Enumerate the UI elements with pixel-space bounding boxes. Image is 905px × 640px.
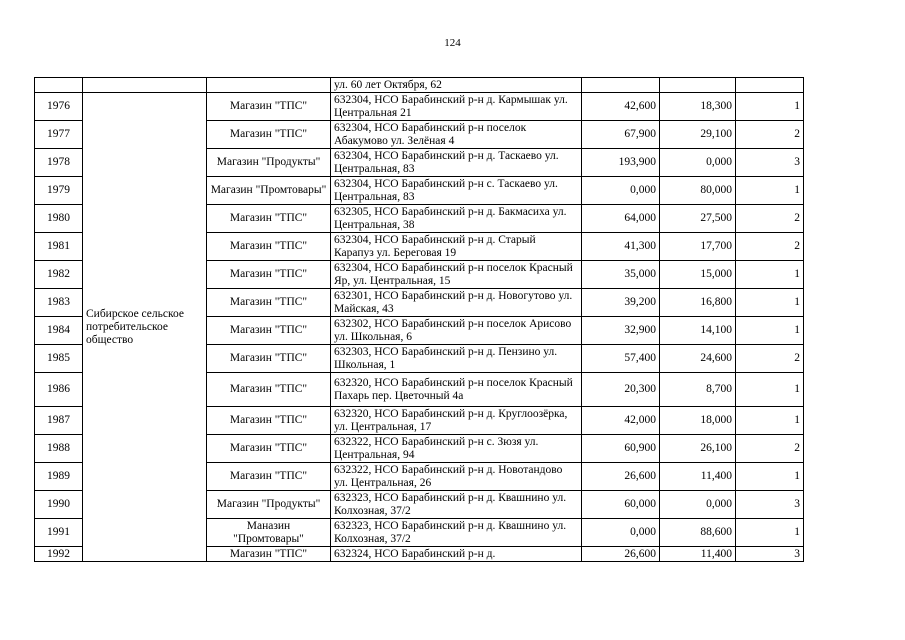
cell-address: 632302, НСО Барабинский р-н поселок Арисово ул. Школьная, 6 xyxy=(331,317,582,345)
cell-address: 632320, НСО Барабинский р-н поселок Красный Пахарь пер. Цветочный 4а xyxy=(331,373,582,407)
cell-value-2: 18,000 xyxy=(660,407,736,435)
cell-value-3: 2 xyxy=(736,121,804,149)
cell-object: Магазин "ТПС" xyxy=(207,261,331,289)
cell-object xyxy=(207,78,331,93)
cell-number: 1984 xyxy=(35,317,83,345)
cell-address: 632322, НСО Барабинский р-н д. Новотандово ул. Центральная, 26 xyxy=(331,463,582,491)
cell-number: 1978 xyxy=(35,149,83,177)
cell-number: 1979 xyxy=(35,177,83,205)
cell-value-1 xyxy=(582,78,660,93)
cell-value-3: 1 xyxy=(736,93,804,121)
cell-number: 1992 xyxy=(35,547,83,562)
cell-value-1: 193,900 xyxy=(582,149,660,177)
page-number: 124 xyxy=(444,37,461,49)
cell-number xyxy=(35,78,83,93)
register-table xyxy=(34,77,804,562)
cell-address: 632304, НСО Барабинский р-н д. Кармышак ул. Центральная 21 xyxy=(331,93,582,121)
cell-object: Магазин "ТПС" xyxy=(207,463,331,491)
cell-object: Магазин "ТПС" xyxy=(207,289,331,317)
cell-value-2 xyxy=(660,78,736,93)
cell-address: 632303, НСО Барабинский р-н д. Пензино ул. Школьная, 1 xyxy=(331,345,582,373)
cell-value-1: 26,600 xyxy=(582,463,660,491)
cell-value-1: 64,000 xyxy=(582,205,660,233)
cell-address: 632304, НСО Барабинский р-н д. Старый Карапуз ул. Береговая 19 xyxy=(331,233,582,261)
cell-value-3: 2 xyxy=(736,205,804,233)
cell-number: 1977 xyxy=(35,121,83,149)
cell-value-3: 1 xyxy=(736,261,804,289)
cell-number: 1976 xyxy=(35,93,83,121)
cell-number: 1986 xyxy=(35,373,83,407)
cell-address: 632322, НСО Барабинский р-н с. Зюзя ул. Центральная, 94 xyxy=(331,435,582,463)
cell-address: ул. 60 лет Октября, 62 xyxy=(331,78,582,93)
cell-organization: Сибирское сельское потребительское общество xyxy=(83,93,207,562)
cell-value-2: 11,400 xyxy=(660,463,736,491)
cell-address: 632304, НСО Барабинский р-н д. Таскаево ул. Центральная, 83 xyxy=(331,149,582,177)
cell-value-2: 18,300 xyxy=(660,93,736,121)
cell-value-3: 3 xyxy=(736,149,804,177)
cell-value-2: 8,700 xyxy=(660,373,736,407)
cell-object: Маназин "Промтовары" xyxy=(207,519,331,547)
cell-address: 632320, НСО Барабинский р-н д. Круглоозёрка, ул. Центральная, 17 xyxy=(331,407,582,435)
cell-value-2: 24,600 xyxy=(660,345,736,373)
cell-object: Магазин "ТПС" xyxy=(207,373,331,407)
cell-value-1: 20,300 xyxy=(582,373,660,407)
cell-number: 1990 xyxy=(35,491,83,519)
cell-object: Магазин "ТПС" xyxy=(207,233,331,261)
cell-value-2: 26,100 xyxy=(660,435,736,463)
table-row xyxy=(35,78,804,93)
cell-object: Магазин "ТПС" xyxy=(207,345,331,373)
cell-value-3: 1 xyxy=(736,407,804,435)
cell-value-1: 0,000 xyxy=(582,519,660,547)
cell-value-1: 26,600 xyxy=(582,547,660,562)
cell-value-1: 0,000 xyxy=(582,177,660,205)
cell-number: 1985 xyxy=(35,345,83,373)
cell-value-3: 1 xyxy=(736,317,804,345)
cell-value-3: 1 xyxy=(736,373,804,407)
cell-object: Магазин "ТПС" xyxy=(207,205,331,233)
cell-object: Магазин "ТПС" xyxy=(207,407,331,435)
cell-value-1: 57,400 xyxy=(582,345,660,373)
cell-number: 1980 xyxy=(35,205,83,233)
cell-value-2: 0,000 xyxy=(660,149,736,177)
cell-value-2: 11,400 xyxy=(660,547,736,562)
cell-value-3: 1 xyxy=(736,289,804,317)
table-row xyxy=(35,93,804,121)
cell-value-1: 41,300 xyxy=(582,233,660,261)
cell-value-2: 0,000 xyxy=(660,491,736,519)
cell-value-1: 42,000 xyxy=(582,407,660,435)
cell-value-3 xyxy=(736,78,804,93)
cell-address: 632305, НСО Барабинский р-н д. Бакмасиха ул. Центральная, 38 xyxy=(331,205,582,233)
cell-value-3: 1 xyxy=(736,463,804,491)
cell-value-2: 17,700 xyxy=(660,233,736,261)
cell-object: Магазин "ТПС" xyxy=(207,317,331,345)
cell-value-3: 3 xyxy=(736,491,804,519)
cell-object: Магазин "Продукты" xyxy=(207,491,331,519)
cell-object: Магазин "ТПС" xyxy=(207,121,331,149)
cell-number: 1981 xyxy=(35,233,83,261)
cell-value-1: 60,000 xyxy=(582,491,660,519)
cell-number: 1987 xyxy=(35,407,83,435)
cell-address: 632304, НСО Барабинский р-н поселок Красный Яр, ул. Центральная, 15 xyxy=(331,261,582,289)
cell-number: 1983 xyxy=(35,289,83,317)
cell-value-2: 27,500 xyxy=(660,205,736,233)
cell-address: 632324, НСО Барабинский р-н д. xyxy=(331,547,582,562)
cell-object: Магазин "ТПС" xyxy=(207,435,331,463)
cell-value-3: 2 xyxy=(736,233,804,261)
cell-value-1: 42,600 xyxy=(582,93,660,121)
cell-address: 632304, НСО Барабинский р-н с. Таскаево ул. Центральная, 83 xyxy=(331,177,582,205)
cell-value-1: 39,200 xyxy=(582,289,660,317)
cell-organization xyxy=(83,78,207,93)
cell-object: Магазин "ТПС" xyxy=(207,93,331,121)
cell-object: Магазин "Продукты" xyxy=(207,149,331,177)
cell-value-3: 1 xyxy=(736,519,804,547)
cell-value-2: 15,000 xyxy=(660,261,736,289)
cell-value-3: 2 xyxy=(736,435,804,463)
cell-value-2: 29,100 xyxy=(660,121,736,149)
cell-object: Магазин "ТПС" xyxy=(207,547,331,562)
cell-value-3: 1 xyxy=(736,177,804,205)
cell-value-1: 32,900 xyxy=(582,317,660,345)
cell-address: 632304, НСО Барабинский р-н поселок Абакумово ул. Зелёная 4 xyxy=(331,121,582,149)
cell-number: 1982 xyxy=(35,261,83,289)
cell-number: 1991 xyxy=(35,519,83,547)
cell-value-2: 80,000 xyxy=(660,177,736,205)
cell-value-3: 3 xyxy=(736,547,804,562)
cell-value-1: 35,000 xyxy=(582,261,660,289)
cell-number: 1988 xyxy=(35,435,83,463)
cell-value-2: 16,800 xyxy=(660,289,736,317)
cell-value-1: 60,900 xyxy=(582,435,660,463)
cell-value-2: 88,600 xyxy=(660,519,736,547)
cell-address: 632323, НСО Барабинский р-н д. Квашнино ул. Колхозная, 37/2 xyxy=(331,491,582,519)
cell-object: Магазин "Промтовары" xyxy=(207,177,331,205)
cell-number: 1989 xyxy=(35,463,83,491)
cell-value-1: 67,900 xyxy=(582,121,660,149)
cell-value-3: 2 xyxy=(736,345,804,373)
cell-address: 632301, НСО Барабинский р-н д. Новогутово ул. Майская, 43 xyxy=(331,289,582,317)
cell-value-2: 14,100 xyxy=(660,317,736,345)
cell-address: 632323, НСО Барабинский р-н д. Квашнино ул. Колхозная, 37/2 xyxy=(331,519,582,547)
